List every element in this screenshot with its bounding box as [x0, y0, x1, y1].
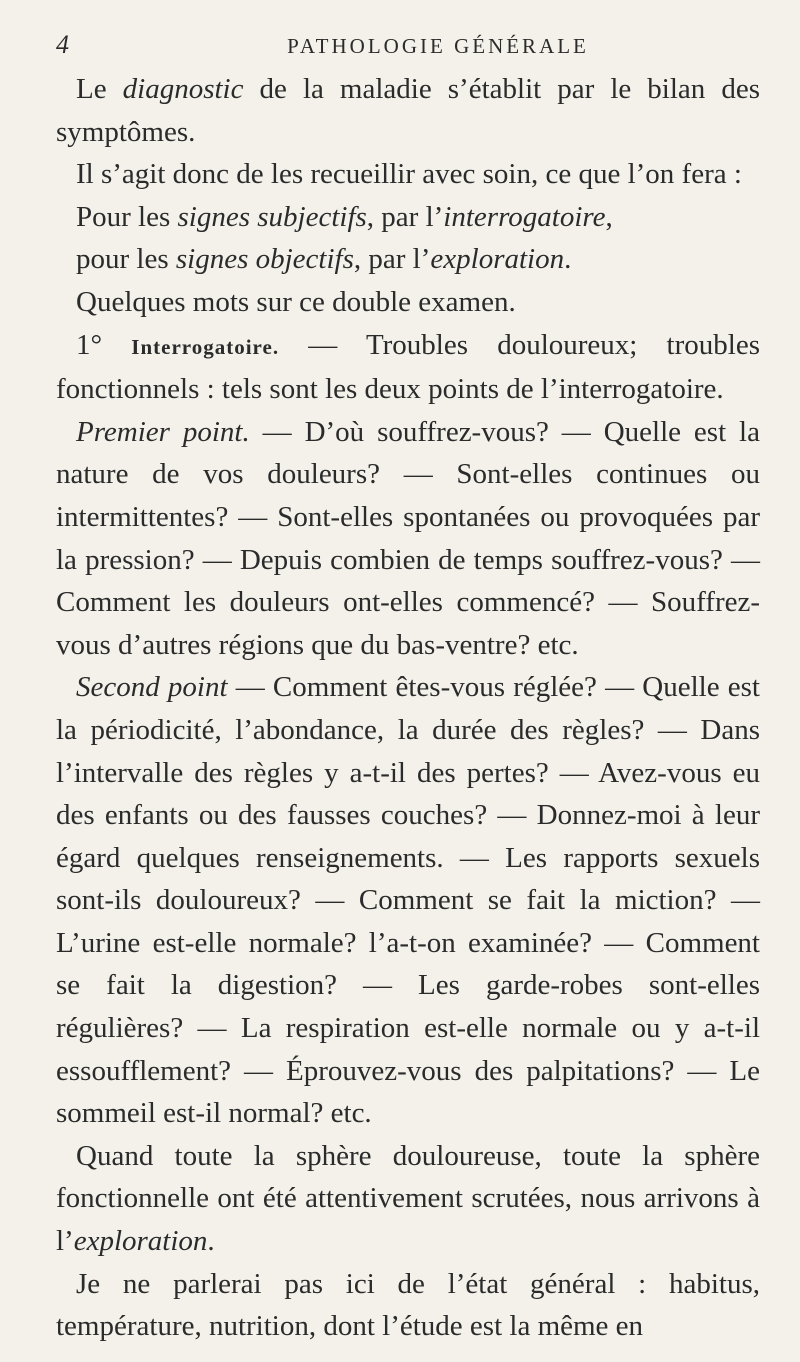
text-run: — D’où souffrez-vous? — Quelle est la nature de vos douleurs? — Sont-elles continues ou intermittentes? — Sont-elles spontanées ou provoquées par la pression? — Depuis combien de temps souffrez-vous? — Comment les douleurs ont-elles commencé? — Souffrez-vous d’autres régions que du bas-ventre? etc.: [56, 415, 760, 661]
point-label: Premier point.: [76, 415, 250, 448]
text-run: de la maladie s’établit par le bilan des symptômes.: [56, 73, 760, 148]
paragraph-exploration: [56, 1135, 760, 1263]
text-run: .: [207, 1225, 215, 1258]
italic-term: interrogatoire: [443, 200, 606, 233]
text-run: , par l’: [353, 243, 431, 276]
paragraph-signes-objectifs: [56, 238, 760, 281]
section-heading: Interrogatoire.: [131, 334, 280, 359]
body-text: [56, 68, 760, 1348]
paragraph-diagnostic: [56, 68, 760, 153]
text-run: , par l’: [366, 200, 444, 233]
italic-term: signes subjectifs: [177, 200, 367, 233]
page-number: 4: [56, 30, 69, 59]
text-run: Le: [76, 73, 123, 105]
paragraph-premier-point: [56, 411, 760, 667]
running-head: PATHOLOGIE GÉNÉRALE: [287, 34, 589, 58]
paragraph-signes-subjectifs: [56, 196, 760, 239]
italic-term: diagnostic: [122, 73, 244, 105]
text-run: .: [564, 243, 572, 276]
italic-term: exploration: [430, 243, 565, 276]
paragraph-interrogatoire: [56, 324, 760, 411]
text-run: pour les: [76, 243, 176, 276]
italic-term: signes objectifs: [175, 243, 354, 276]
text-run: ,: [605, 200, 613, 233]
text-run: Quand toute la sphère douloureuse, toute la sphère fonctionnelle ont été attentivement scrutées, nous arrivons à l’: [56, 1139, 760, 1258]
section-number: 1°: [76, 328, 132, 361]
text-run: — Troubles douloureux; troubles fonctionnels : tels sont les deux points de l’interrogatoire.: [56, 328, 760, 406]
italic-term: exploration: [73, 1225, 208, 1258]
paragraph-double-examen: Quelques mots sur ce double examen.: [76, 285, 516, 318]
text-run: Pour les: [76, 200, 178, 233]
paragraph-recueillir: Il s’agit donc de les recueillir avec soin, ce que l’on fera :: [76, 158, 742, 191]
point-label: Second point: [76, 671, 228, 704]
paragraph-etat-general: Je ne parlerai pas ici de l’état général : habitus, température, nutrition, dont l’étude est la même en: [56, 1267, 760, 1343]
paragraph-second-point: [56, 666, 760, 1135]
page-header: [56, 24, 760, 68]
text-run: — Comment êtes-vous réglée? — Quelle est la périodicité, l’abondance, la durée des règles? — Dans l’intervalle des règles y a-t-il des pertes? — Avez-vous eu des enfants ou des fausses couches? — Donnez-moi à leur égard quelques renseignements. — Les rapports sexuels sont-ils douloureux? — Comment se fait la miction? — L’urine est-elle normale? l’a-t-on examinée? — Comment se fait la digestion? — Les garde-robes sont-elles régulières? — La respiration est-elle normale ou y a-t-il essoufflement? — Éprouvez-vous des palpitations? — Le sommeil est-il normal? etc.: [56, 671, 760, 1130]
